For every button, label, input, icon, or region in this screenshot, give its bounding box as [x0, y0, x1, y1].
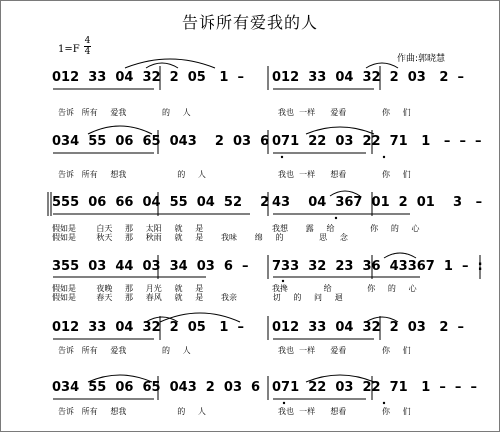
lyric-row-2-left: 告诉 所有 想我 的 人 — [58, 170, 206, 179]
lyric-row-2-right: 我也 一样 想看 你 们 — [278, 170, 411, 179]
lyric-row-5-left: 告诉 所有 爱我 的 人 — [58, 346, 191, 355]
lyric-row-6-left: 告诉 所有 想我 的 人 — [58, 407, 206, 416]
lyric-row-3-right: 我想 露 给 你 的 心 — [272, 224, 420, 233]
notes-row-1-right: 012 33 04 32 2 03 2 – — [272, 70, 464, 85]
notes-row-6-right: 071 22 03 22 71 1 – – – — [272, 380, 477, 395]
notes-row-2-left: 034 55 06 65 043 2 03 6 — [52, 134, 270, 149]
notes-row-3-right: 43 04 367 01 2 01 3 – — [272, 195, 483, 210]
lyric-row-1-left: 告诉 所有 爱我 的 人 — [58, 108, 191, 117]
lyric-row-4-verse-2: 假如是 春天 那 春风 就 是 我亲 切 的 问 迴 — [52, 293, 343, 302]
meter-bottom: 4 — [84, 47, 91, 57]
lyric-row-6-right: 我也 一样 想看 你 们 — [278, 407, 411, 416]
lyric-row-4-left: 假如是 夜晚 那 月光 就 是 — [52, 284, 204, 293]
time-signature — [84, 36, 91, 57]
notes-row-2-right: 071 22 03 22 71 1 – – – — [272, 134, 482, 149]
meter-top: 4 — [84, 36, 91, 46]
notes-row-5-left: 012 33 04 32 2 05 1 – — [52, 320, 244, 335]
lyric-row-3-left: 假如是 白天 那 太阳 就 是 — [52, 224, 204, 233]
lyric-row-5-right: 我也 一样 爱看 你 们 — [278, 346, 411, 355]
notes-row-5-right: 012 33 04 32 2 03 2 – — [272, 320, 464, 335]
song-title: 告诉所有爱我的人 — [181, 13, 318, 32]
notes-row-4-left: 355 03 44 03 34 03 6 – — [52, 259, 249, 274]
notes-row-6-left: 034 55 06 65 043 2 03 6 — [52, 380, 261, 395]
notes-row-1-left: 012 33 04 32 2 05 1 – — [52, 70, 244, 85]
key-signature: 1=F — [58, 44, 80, 55]
lyric-row-1-right: 我也 一样 爱看 你 们 — [278, 108, 411, 117]
composer-credit: 作曲:郭晓慧 — [397, 54, 446, 64]
lyric-row-3-verse-2: 假如是 秋天 那 秋雨 就 是 我味 绵 的 思 念 — [52, 233, 348, 242]
notes-row-3-left: 555 06 66 04 55 04 52 2 — [52, 195, 270, 210]
notes-row-4-right: 733 32 23 36 43367 1 – : — [272, 259, 483, 274]
lyric-row-4-right: 我搀 给 你 的 心 — [272, 284, 417, 293]
